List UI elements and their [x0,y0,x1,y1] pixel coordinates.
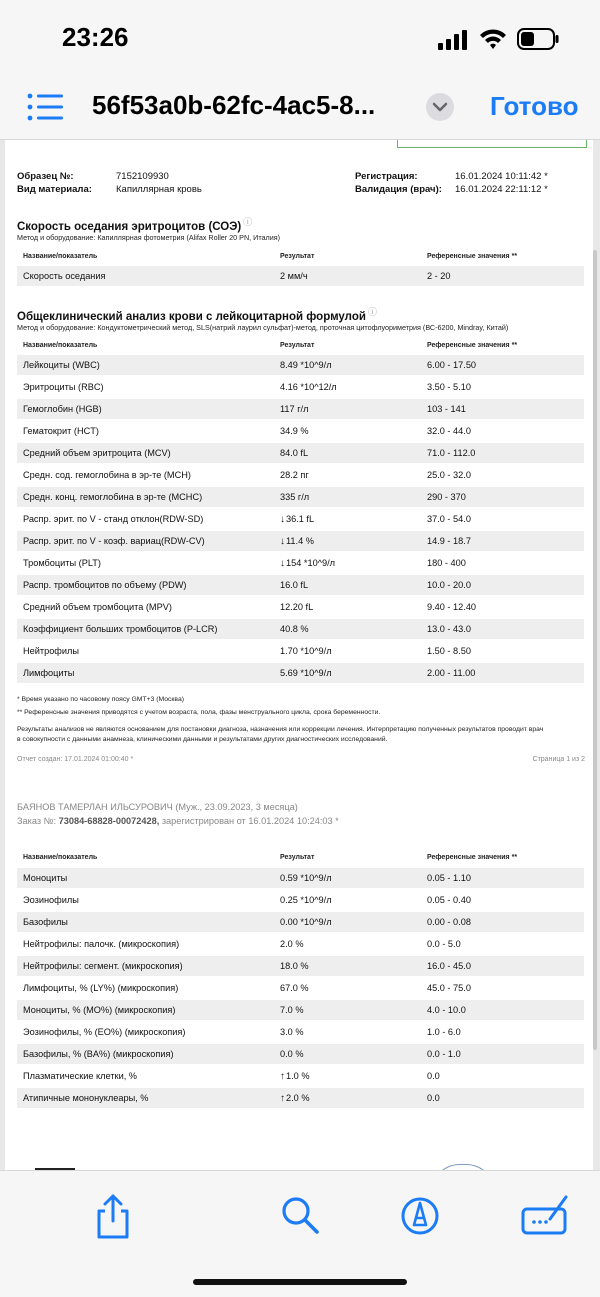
row-result [280,1027,304,1037]
order-number: 73084-68828-00072428, [58,816,160,826]
document-nav-bar [0,80,600,140]
validation-value: 16.01.2024 22:11:12 * [455,184,548,195]
row-reference: 103 - 141 [427,404,466,414]
row-name: Гематокрит (HCT) [23,426,99,436]
row-result-value: 0.59 *10^9/л [280,873,332,883]
list-icon[interactable] [26,92,66,122]
row-result-value: 0.25 *10^9/л [280,895,332,905]
cbc-table-header: Название/показатель Результат Референсные значения ** [23,342,518,349]
table-row [17,575,584,595]
row-reference: 32.0 - 44.0 [427,426,471,436]
row-reference: 45.0 - 75.0 [427,983,471,993]
cbc-section-title: Общеклинический анализ крови с лейкоцитарной формулой ⓘ [17,307,377,323]
row-result-value: 335 г/л [280,492,310,502]
info-icon[interactable]: ⓘ [367,307,377,317]
row-reference: 3.50 - 5.10 [427,382,471,392]
signature-icon[interactable] [520,1191,570,1241]
row-reference: 0.0 [427,1093,440,1103]
table-row [17,663,584,683]
table-row [17,1000,584,1020]
row-result-value: 28.2 пг [280,470,309,480]
row-reference: 0.05 - 0.40 [427,895,471,905]
table-row [17,553,584,573]
arrow-down-icon: ↓ [280,514,285,525]
table-row [17,1066,584,1086]
row-name: Распр. эрит. по V - коэф. вариац(RDW-CV) [23,536,205,546]
row-name: Коэффициент больших тромбоцитов (P-LCR) [23,624,218,634]
row-reference: 2.00 - 11.00 [427,668,476,678]
row-result [280,1093,310,1104]
table-row [17,355,584,375]
row-reference: 180 - 400 [427,558,466,568]
row-result-value: 5.69 *10^9/л [280,668,332,678]
row-result [280,470,309,480]
row-reference: 2 - 20 [427,271,451,281]
row-result [280,492,309,502]
row-name: Лимфоциты [23,668,75,678]
note-timezone: * Время указано по часовому поясу GMT+3 (Москва) [17,696,184,703]
table-row [17,1022,584,1042]
table-row [17,956,584,976]
row-reference: 37.0 - 54.0 [427,514,471,524]
arrow-up-icon: ↑ [280,1071,285,1082]
row-reference: 71.0 - 112.0 [427,448,476,458]
row-result-value: 34.9 % [280,426,309,436]
row-result-value: 3.0 % [280,1027,304,1037]
arrow-up-icon: ↑ [280,1093,285,1104]
row-name: Базофилы [23,917,68,927]
markup-icon[interactable] [395,1191,445,1241]
row-reference: 0.0 - 5.0 [427,939,461,949]
soe-section-title: Скорость оседания эритроцитов (СОЭ) ⓘ [17,217,253,233]
sample-value: 7152109930 [116,171,169,182]
row-reference: 4.0 - 10.0 [427,1005,466,1015]
report-created: Отчет создан: 17.01.2024 01:00:40 * [17,756,134,763]
table-row [17,868,584,888]
row-name: Скорость оседания [23,271,106,281]
row-result-value: 67.0 % [280,983,309,993]
row-reference: 16.0 - 45.0 [427,961,471,971]
chevron-down-icon[interactable] [426,93,454,121]
row-name: Средний объем эритроцита (MCV) [23,448,171,458]
row-name: Моноциты, % (MO%) (микроскопия) [23,1005,176,1015]
page-number: Страница 1 из 2 [532,756,585,763]
row-result [280,580,308,590]
row-name: Лейкоциты (WBC) [23,360,100,370]
row-result [280,360,332,370]
row-result [280,668,332,678]
row-name: Распр. тромбоцитов по объему (PDW) [23,580,187,590]
row-result-value: 7.0 % [280,1005,304,1015]
table-row [17,619,584,639]
sample-label: Образец №: [17,171,74,182]
row-result [280,895,332,905]
cellular-signal-icon [438,30,468,50]
table-row [17,978,584,998]
row-result-value: 18.0 % [280,961,309,971]
note-reference: ** Референсные значения приводятся с учетом возраста, пола, фазы менструального цикла, срока беременности. [17,709,381,716]
row-name: Средн. сод. гемоглобина в эр-те (MCH) [23,470,191,480]
table-row [17,597,584,617]
row-name: Базофилы, % (BA%) (микроскопия) [23,1049,174,1059]
row-name: Эритроциты (RBC) [23,382,104,392]
row-result-value: 0.00 *10^9/л [280,917,332,927]
note-disclaimer-1: Результаты анализов не являются основанием для постановки диагноза, назначения или коррекции лечения. Интерпретацию полученных результатов проводит врач [17,726,544,733]
cbc2-table-header: Название/показатель Результат Референсные значения ** [23,854,518,861]
row-reference: 0.0 [427,1071,440,1081]
row-reference: 1.0 - 6.0 [427,1027,461,1037]
soe-method: Метод и оборудование: Капиллярная фотометрия (Alifax Roller 20 PN, Италия) [17,233,281,242]
table-row [17,890,584,910]
row-result-value: 36.1 fL [286,514,315,524]
status-time: 23:26 [62,22,129,52]
row-name: Плазматические клетки, % [23,1071,137,1081]
patient-info: БАЯНОВ ТАМЕРЛАН ИЛЬСУРОВИЧ (Муж., 23.09.2023, 3 месяца) [17,802,298,812]
status-bar [0,0,600,80]
done-button[interactable]: Готово [490,91,579,121]
table-row [17,377,584,397]
table-row [17,443,584,463]
row-result-value: 1.70 *10^9/л [280,646,332,656]
row-result [280,939,304,949]
soe-table-header: Название/показатель Результат Референсные значения ** [23,253,518,260]
table-row [17,399,584,419]
bottom-toolbar [0,1170,600,1297]
row-result-value: 2.0 % [280,939,304,949]
row-result [280,646,332,656]
row-result-value: 2.0 % [286,1093,310,1103]
material-value: Капиллярная кровь [116,184,202,195]
row-result-value: 12.20 fL [280,602,314,612]
table-row [17,465,584,485]
row-result [280,917,332,927]
search-icon[interactable] [275,1191,325,1241]
row-result [280,271,308,281]
note-disclaimer-2: в совокупности с данными анамнеза, клиническими данными и результатами других диагностических исследований. [17,736,388,743]
row-reference: 13.0 - 43.0 [427,624,471,634]
cbc-method: Метод и оборудование: Кондуктометрический метод, SLS(натрий лаурил сульфат)-метод, проточная цитофлуориметрия (ВС-6200, Mindray, Китай) [17,323,509,332]
row-name: Эозинофилы [23,895,79,905]
row-result-value: 4.16 *10^12/л [280,382,337,392]
row-reference: 9.40 - 12.40 [427,602,477,612]
scrollbar[interactable] [593,250,597,1050]
material-label: Вид материала: [17,184,92,195]
table-row [17,266,584,286]
row-result [280,1005,304,1015]
row-name: Моноциты [23,873,68,883]
row-result-value: 2 мм/ч [280,271,308,281]
order-info: Заказ №: 73084-68828-00072428, зарегистрирован от 16.01.2024 10:24:03 * [17,816,339,826]
row-result [280,536,314,547]
row-reference: 0.0 - 1.0 [427,1049,461,1059]
row-result [280,448,308,458]
row-name: Лимфоциты, % (LY%) (микроскопия) [23,983,179,993]
row-result-value: 117 г/л [280,404,309,414]
document-page-2 [5,784,593,1170]
row-result [280,404,308,414]
row-reference: 290 - 370 [427,492,466,502]
row-result [280,602,313,612]
row-reference: 14.9 - 18.7 [427,536,471,546]
arrow-down-icon: ↓ [280,536,285,547]
row-result-value: 40.8 % [280,624,309,634]
header-stamp-box [397,140,587,148]
row-reference: 25.0 - 32.0 [427,470,471,480]
row-name: Нейтрофилы [23,646,79,656]
row-reference: 0.05 - 1.10 [427,873,471,883]
row-result [280,1049,304,1059]
row-result-value: 1.0 % [286,1071,310,1081]
row-result [280,961,309,971]
table-row [17,912,584,932]
row-result [280,873,332,883]
table-row [17,1088,584,1108]
row-reference: 0.00 - 0.08 [427,917,471,927]
info-icon[interactable]: ⓘ [243,217,253,227]
registration-label: Регистрация: [355,171,418,182]
row-result [280,983,309,993]
row-name: Гемоглобин (HGB) [23,404,102,414]
document-title[interactable]: 56f53a0b-62fc-4ac5-8... [92,90,376,120]
row-name: Распр. эрит. по V - станд отклон(RDW-SD) [23,514,204,524]
row-result-value: 154 *10^9/л [286,558,336,568]
row-result [280,382,337,392]
validation-label: Валидация (врач): [355,184,442,195]
row-result [280,1071,310,1082]
home-indicator[interactable] [193,1279,407,1285]
table-row [17,1044,584,1064]
row-result [280,426,309,436]
table-row [17,509,584,529]
row-result [280,514,314,525]
row-name: Атипичные мононуклеары, % [23,1093,149,1103]
arrow-down-icon: ↓ [280,558,285,569]
row-result-value: 16.0 fL [280,580,309,590]
row-result [280,558,335,569]
table-row [17,487,584,507]
table-row [17,934,584,954]
table-row [17,531,584,551]
share-icon[interactable] [88,1191,138,1241]
document-viewer[interactable] [0,140,600,1170]
row-name: Нейтрофилы: палочк. (микроскопия) [23,939,180,949]
row-reference: 1.50 - 8.50 [427,646,471,656]
row-result-value: 8.49 *10^9/л [280,360,332,370]
row-name: Средн. конц. гемоглобина в эр-те (MCHC) [23,492,203,502]
row-result-value: 11.4 % [286,536,314,546]
row-reference: 10.0 - 20.0 [427,580,471,590]
row-result-value: 84.0 fL [280,448,309,458]
row-name: Тромбоциты (PLT) [23,558,101,568]
row-name: Эозинофилы, % (EO%) (микроскопия) [23,1027,186,1037]
table-row [17,421,584,441]
row-result [280,624,309,634]
row-reference: 6.00 - 17.50 [427,360,477,370]
row-name: Нейтрофилы: сегмент. (микроскопия) [23,961,183,971]
registration-value: 16.01.2024 10:11:42 * [455,171,548,182]
table-row [17,641,584,661]
row-name: Средний объем тромбоцита (MPV) [23,602,172,612]
battery-icon [517,28,559,50]
row-result-value: 0.0 % [280,1049,304,1059]
wifi-icon [478,26,508,50]
